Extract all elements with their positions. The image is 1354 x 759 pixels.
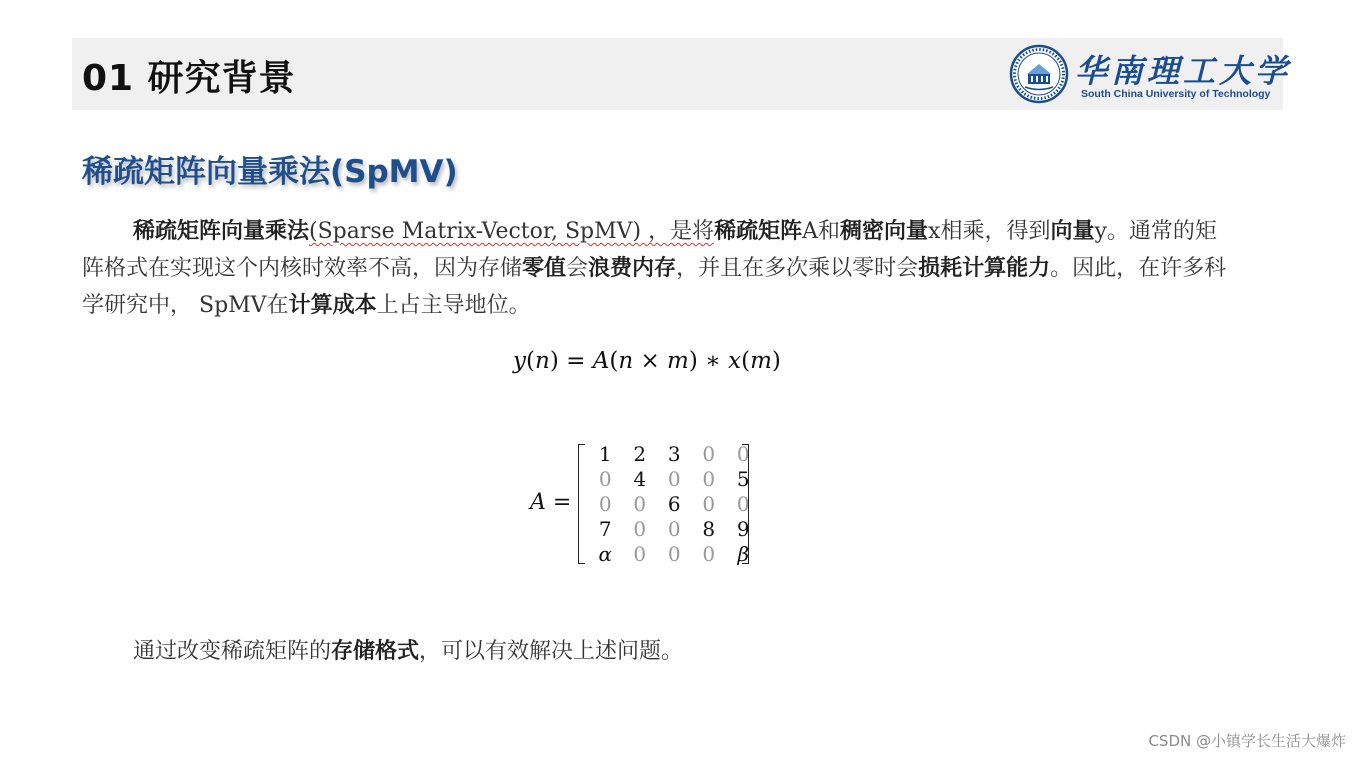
paragraph-text: ，并且在多次乘以零时会 bbox=[676, 256, 919, 281]
matrix-cell: α bbox=[598, 542, 612, 566]
matrix-cell: 3 bbox=[667, 442, 681, 466]
term-zero-values: 零值 bbox=[522, 255, 567, 281]
formula-var-n: n bbox=[534, 348, 550, 374]
term-waste-memory: 浪费内存 bbox=[588, 255, 677, 281]
paragraph-text: 上占主导地位。 bbox=[376, 293, 531, 318]
closing-sentence bbox=[133, 634, 683, 665]
formula-times: × bbox=[633, 348, 668, 374]
matrix-name: A bbox=[530, 490, 546, 515]
header-bar bbox=[72, 38, 1292, 110]
matrix-left-bracket bbox=[578, 444, 585, 564]
matrix-equals: = bbox=[545, 490, 572, 515]
closing-text: ，可以有效解决上述问题。 bbox=[419, 639, 684, 664]
matrix-cell: 1 bbox=[598, 442, 612, 466]
matrix-cell: 0 bbox=[736, 492, 750, 516]
paragraph-text: 会 bbox=[566, 256, 589, 281]
university-logo bbox=[1009, 44, 1292, 104]
paragraph-text: x相乘，得到 bbox=[928, 219, 1051, 244]
matrix-example bbox=[530, 442, 760, 566]
matrix-cell: 9 bbox=[736, 517, 750, 541]
formula-var-a: A bbox=[592, 348, 610, 374]
matrix-cell: 0 bbox=[702, 467, 716, 491]
formula-var-y: y bbox=[513, 348, 526, 374]
spmv-formula: y(n) = A(n × m) ∗ x(m) bbox=[513, 348, 781, 374]
matrix-label bbox=[530, 490, 571, 515]
term-storage-format: 存储格式 bbox=[331, 638, 420, 664]
matrix-cell: 5 bbox=[736, 467, 750, 491]
closing-text: 通过改变稀疏矩阵的 bbox=[133, 639, 332, 664]
university-seal-icon bbox=[1009, 44, 1069, 104]
matrix-cell: 8 bbox=[702, 517, 716, 541]
matrix-cell: β bbox=[737, 542, 750, 566]
page-title: 01 研究背景 bbox=[82, 58, 296, 99]
formula-var-m: m bbox=[750, 348, 772, 374]
formula-dim-m: m bbox=[667, 348, 689, 374]
formula-op: ∗ bbox=[697, 348, 729, 374]
matrix-grid bbox=[588, 442, 761, 567]
matrix-cell: 2 bbox=[633, 442, 647, 466]
csdn-watermark: CSDN @小镇学长生活大爆炸 bbox=[1148, 732, 1346, 750]
body-paragraph bbox=[82, 213, 1227, 324]
matrix-cell: 0 bbox=[598, 467, 612, 491]
term-sparse-matrix: 稀疏矩阵 bbox=[714, 218, 803, 244]
matrix-cell: 4 bbox=[633, 467, 647, 491]
matrix-cell: 6 bbox=[667, 492, 681, 516]
matrix-cell: 0 bbox=[702, 492, 716, 516]
term-compute-cost: 计算成本 bbox=[288, 292, 377, 318]
term-spmv: 稀疏矩阵向量乘法 bbox=[133, 218, 310, 244]
formula-var-x: x bbox=[728, 348, 742, 374]
matrix-cell: 0 bbox=[633, 542, 647, 566]
paragraph-text: 。因此，在许多科学研究中， SpMV在 bbox=[82, 256, 1227, 318]
paragraph-text: A和 bbox=[802, 219, 841, 244]
matrix-cell: 0 bbox=[702, 542, 716, 566]
university-name-cn: 华南理工大学 bbox=[1075, 52, 1292, 90]
term-compute-loss: 损耗计算能力 bbox=[918, 255, 1051, 281]
university-name-en: South China University of Technology bbox=[1081, 88, 1271, 100]
matrix-cell: 0 bbox=[633, 492, 647, 516]
formula-equals: = bbox=[558, 348, 593, 374]
term-dense-vector: 稠密向量 bbox=[840, 218, 929, 244]
matrix-cell: 0 bbox=[667, 542, 681, 566]
section-title: 稀疏矩阵向量乘法(SpMV) bbox=[82, 154, 458, 190]
matrix-cell: 0 bbox=[667, 467, 681, 491]
matrix-cell: 0 bbox=[667, 517, 681, 541]
matrix-cell: 0 bbox=[598, 492, 612, 516]
formula-dim-n: n bbox=[618, 348, 634, 374]
paragraph-text: y。通常的矩阵格式在实现这个内核时效率不高，因为存储 bbox=[82, 219, 1217, 281]
term-vector: 向量 bbox=[1050, 218, 1095, 244]
matrix-cell: 0 bbox=[702, 442, 716, 466]
paragraph-text: (Sparse Matrix-Vector, SpMV) ，是将 bbox=[309, 219, 715, 244]
matrix-cell: 0 bbox=[736, 442, 750, 466]
matrix-cell: 7 bbox=[598, 517, 612, 541]
matrix-right-bracket bbox=[742, 444, 749, 564]
matrix-cell: 0 bbox=[633, 517, 647, 541]
